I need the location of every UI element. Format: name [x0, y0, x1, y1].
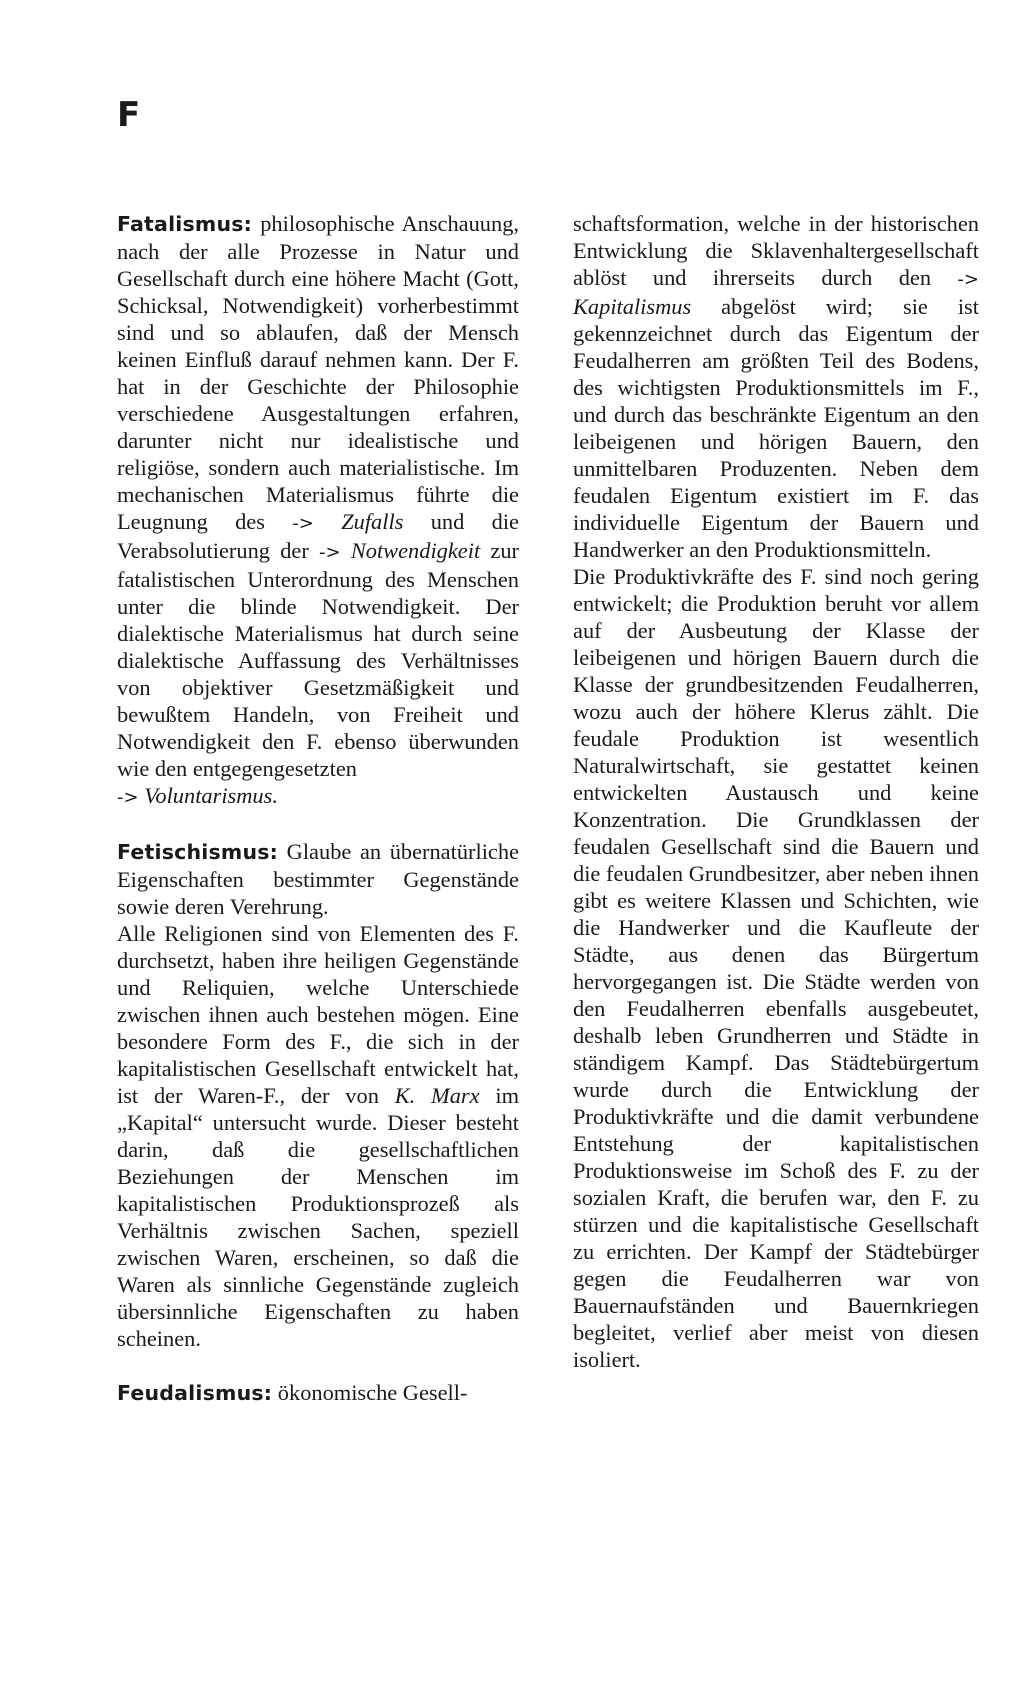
entry-term: Feudalismus:: [117, 1381, 273, 1405]
cross-reference-notwendigkeit[interactable]: Notwendigkeit: [350, 538, 481, 563]
arrow-icon: ->: [117, 787, 139, 808]
entry-fetischismus: [117, 838, 519, 920]
entry-text: schaftsformation, welche in der historischen Entwicklung die Sklavenhaltergesellschaft ablöst und ihrerseits durch den: [573, 211, 979, 290]
arrow-icon: ->: [319, 542, 341, 563]
entry-feudalismus-continued: [573, 210, 979, 563]
entry-text: abgelöst wird; sie ist gekennzeichnet durch das Eigentum der Feudalherren am größten Teil des Bodens, des wichtigsten Produktionsmittels im F., und durch das beschränkte Eigentum an den leibeigenen und hörigen Bauern, den unmittelbaren Produzenten. Neben dem feudalen Eigentum existiert im F. das individuelle Eigentum der Bauern und Handwerker an den Produktionsmitteln.: [573, 294, 979, 562]
cross-reference-zufalls[interactable]: Zufalls: [341, 509, 404, 534]
entry-fatalismus: [117, 210, 519, 811]
entry-feudalismus-paragraph: [573, 563, 979, 1373]
arrow-icon: ->: [957, 269, 979, 290]
entry-text: und die Verabsolutierung der: [117, 509, 519, 563]
right-column: [573, 210, 979, 1373]
cross-reference-kapitalismus[interactable]: Kapitalismus: [573, 294, 692, 319]
entry-text: Alle Religionen sind von Elementen des F. durchsetzt, haben ihre heiligen Gegenstände und Reliquien, welche Unterschiede zwischen ihnen auch bestehen mögen. Eine besondere Form des F., die sich in der kapitalistischen Gesellschaft entwickelt hat, ist der Waren-F., der von: [117, 921, 519, 1108]
entry-feudalismus: [117, 1379, 519, 1407]
entry-text: im „Kapital“ untersucht wurde. Dieser besteht darin, daß die gesellschaftlichen Beziehungen der Menschen im kapitalistischen Produktionsprozeß als Verhältnis zwischen Sachen, speziell zwischen Waren, erscheinen, so daß die Waren als sinnliche Gegenstände zugleich übersinnliche Eigenschaften zu haben scheinen.: [117, 1083, 519, 1351]
entry-text: Die Produktivkräfte des F. sind noch gering entwickelt; die Produktion beruht vor allem auf der Ausbeutung der Klasse der leibeigenen und hörigen Bauern durch die Klasse der grundbesitzenden Feudalherren, wozu auch der höhere Klerus zählt. Die feudale Produktion ist wesentlich Naturalwirtschaft, sie gestattet keinen entwickelten Austausch und keine Konzentration. Die Grundklassen der feudalen Gesellschaft sind die Bauern und die feudalen Grundbesitzer, aber neben ihnen gibt es weitere Klassen und Schichten, wie die Handwerker und die Kaufleute der Städte, aus denen das Bürgertum hervorgegangen ist. Die Städte werden von den Feudalherren ebenfalls ausgebeutet, deshalb leben Grundherren und Städte in ständigem Kampf. Das Städtebürgertum wurde durch die Entwicklung der Produktivkräfte und die damit verbundene Entstehung der kapitalistischen Produktionsweise im Schoß des F. zu der sozialen Kraft, die berufen war, den F. zu stürzen und die kapitalistische Gesellschaft zu errichten. Der Kampf der Städtebürger gegen die Feudalherren war von Bauernaufständen und Bauernkriegen begleitet, verlief aber meist von diesen isoliert.: [573, 564, 979, 1372]
entry-text: philosophische Anschauung, nach der alle Prozesse in Natur und Gesellschaft durch eine höhere Macht (Gott, Schicksal, Notwendigkeit) vorherbestimmt sind und so ablaufen, daß der Mensch keinen Einfluß darauf nehmen kann. Der F. hat in der Geschichte der Philosophie verschiedene Ausgestaltungen erfahren, darunter nicht nur idealistische und religiöse, sondern auch materialistische. Im mechanischen Materialismus führte die Leugnung des: [117, 211, 519, 534]
left-column: [117, 210, 519, 1407]
entry-term: Fetischismus:: [117, 840, 279, 864]
entry-fetischismus-paragraph: [117, 920, 519, 1352]
entry-term: Fatalismus:: [117, 212, 253, 236]
entry-text: zur fatalistischen Unterordnung des Menschen unter die blinde Notwendigkeit. Der dialektische Materialismus hat durch seine dialektische Auffassung des Verhältnisses von objektiver Gesetzmäßigkeit und bewußtem Handeln, von Freiheit und Notwendigkeit den F. ebenso überwunden wie den entgegengesetzten: [117, 538, 520, 781]
arrow-icon: ->: [292, 513, 314, 534]
entry-text: Glaube an übernatürliche Eigenschaften bestimmter Gegenstände sowie deren Verehrung.: [117, 839, 519, 919]
cross-reference-voluntarismus[interactable]: Voluntarismus.: [144, 783, 278, 808]
section-letter: F: [117, 95, 141, 135]
entry-text: ökonomische Gesell-: [272, 1380, 468, 1405]
cross-reference-marx[interactable]: K. Marx: [394, 1083, 480, 1108]
